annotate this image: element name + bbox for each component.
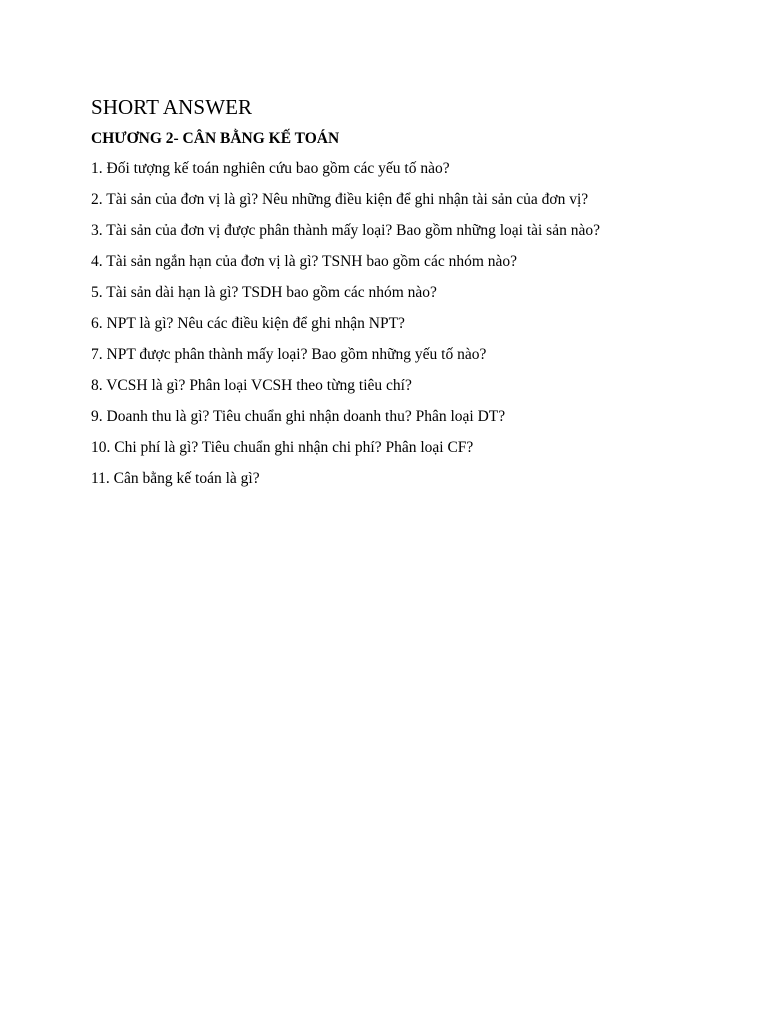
question-item: 9. Doanh thu là gì? Tiêu chuẩn ghi nhận doanh thu? Phân loại DT? — [91, 408, 506, 425]
question-item: 7. NPT được phân thành mấy loại? Bao gồm những yếu tố nào? — [91, 346, 487, 363]
chapter-heading: CHƯƠNG 2- CÂN BẰNG KẾ TOÁN — [91, 130, 340, 147]
question-list — [91, 153, 731, 494]
question-item: 6. NPT là gì? Nêu các điều kiện để ghi nhận NPT? — [91, 315, 405, 332]
question-item: 2. Tài sản của đơn vị là gì? Nêu những điều kiện để ghi nhận tài sản của đơn vị? — [91, 191, 589, 208]
question-item: 3. Tài sản của đơn vị được phân thành mấy loại? Bao gồm những loại tài sản nào? — [91, 222, 600, 239]
question-item: 11. Cân bằng kế toán là gì? — [91, 470, 260, 487]
question-item: 1. Đối tượng kế toán nghiên cứu bao gồm các yếu tố nào? — [91, 160, 450, 177]
question-item: 8. VCSH là gì? Phân loại VCSH theo từng tiêu chí? — [91, 377, 412, 394]
document-content — [91, 92, 731, 494]
document-title: SHORT ANSWER — [91, 95, 253, 119]
question-item: 5. Tài sản dài hạn là gì? TSDH bao gồm các nhóm nào? — [91, 284, 437, 301]
question-item: 4. Tài sản ngắn hạn của đơn vị là gì? TSNH bao gồm các nhóm nào? — [91, 253, 518, 270]
question-item: 10. Chi phí là gì? Tiêu chuẩn ghi nhận chi phí? Phân loại CF? — [91, 439, 474, 456]
